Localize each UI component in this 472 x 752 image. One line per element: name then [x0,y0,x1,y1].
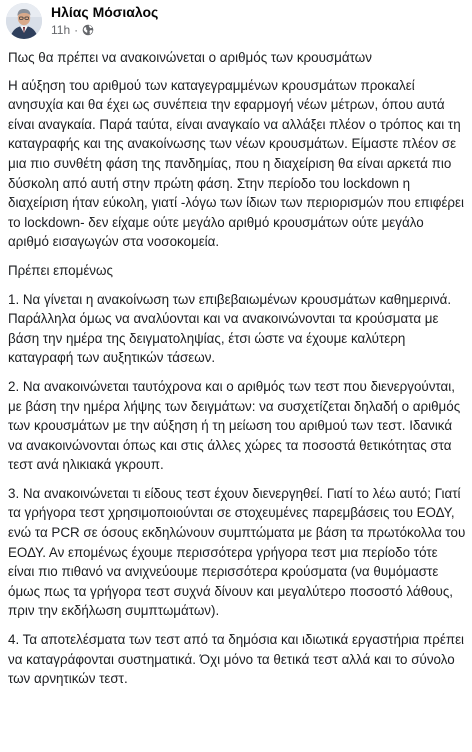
profile-photo [6,3,42,39]
post-title: Πως θα πρέπει να ανακοινώνεται ο αριθμός των κρουσμάτων [8,50,372,65]
post-point-3: 3. Να ανακοινώνεται τι είδους τεστ έχουν διενεργηθεί. Γιατί το λέω αυτό; Γιατί τα γρήγορα τεστ χρησιμοποιούνται σε στοχευμένες παρεμβάσεις του ΕΟΔΥ, ενώ τα PCR σε όσους εκδηλώνουν συμπτώματα με βάση τα πρωτόκολλα του ΕΟΔΥ. Αν επομένως έχουμε περισσότερα γρήγορα τεστ μια περίοδο τότε είναι πιο πιθανό να ανιχνεύουμε περισσότερα κρούσματα (να θυμόμαστε όμως πως τα γρήγορα τεστ συχνά δίνουν και μεγαλύτερο ποσοστό λάθους, πριν την εκδήλωση συμπτωμάτων). [8,485,466,619]
post-header [6,3,158,39]
post-point-1: 1. Να γίνεται η ανακοίνωση των επιβεβαιωμένων κρουσμάτων καθημερινά. Παράλληλα όμως να αναλύονται και να ανακοινώνονται τα κρούσματα με βάση την ημέρα της δειγματοληψίας, έτσι ώστε να έχουμε καλύτερη καταγραφή των αυξητικών τάσεων. [8,291,452,366]
post-lead: Πρέπει επομένως [8,262,113,278]
post-submeta [51,23,158,37]
author-name[interactable]: Ηλίας Μόσιαλος [51,4,159,20]
meta-separator: · [74,23,79,37]
post-meta [51,4,158,37]
post-timestamp[interactable]: 11h [51,23,71,37]
post-point-4: 4. Τα αποτελέσματα των τεστ από τα δημόσια και ιδιωτικά εργαστήρια πρέπει να καταγράφονται συστηματικά. Όχι μόνο τα θετικά τεστ αλλά και το σύνολο των αρνητικών τεστ. [8,632,465,687]
post-body [8,48,466,698]
post-intro: Η αύξηση του αριθμού των καταγεγραμμένων κρουσμάτων προκαλεί ανησυχία και θα έχει ως συνέπεια την εφαρμογή νέων μέτρων, όπου αυτά είναι αναγκαία. Παρά ταύτα, είναι αναγκαίο να αλλάξει πλέον ο τρόπος και τη καταγραφής και της ανακοίνωσης των νέων κρουσμάτων. Είμαστε πλέον σε μια πιο συνθέτη φάση της πανδημίας, που η διαχείριση θα είναι αρκετά πιο δύσκολη από αυτή στην πρώτη φάση. Στην περίοδο του lockdown η διαχείριση ήταν εύκολη, γιατί -λόγω των ίδιων των περιορισμών που επιφέρει το lockdown- δεν είχαμε ούτε μεγάλο αριθμό κρουσμάτων ούτε μεγάλο αριθμό εισαγωγών στα νοσοκομεία. [8,77,464,250]
post-point-2: 2. Να ανακοινώνεται ταυτόχρονα και ο αριθμός των τεστ που διενεργούνται, με βάση την ημέρα λήψης των δειγμάτων: να συσχετίζεται δηλαδή ο αριθμός των κρουσμάτων με την αύξηση ή τη μείωση του αριθμού των τεστ. Ιδανικά να ανακοινώνονται όπως και στις άλλες χώρες τα ποσοστά θετικότητας στα τεστ ανά ηλικιακά γκρουπ. [8,378,461,473]
globe-icon[interactable] [82,24,94,36]
avatar[interactable] [6,3,42,39]
